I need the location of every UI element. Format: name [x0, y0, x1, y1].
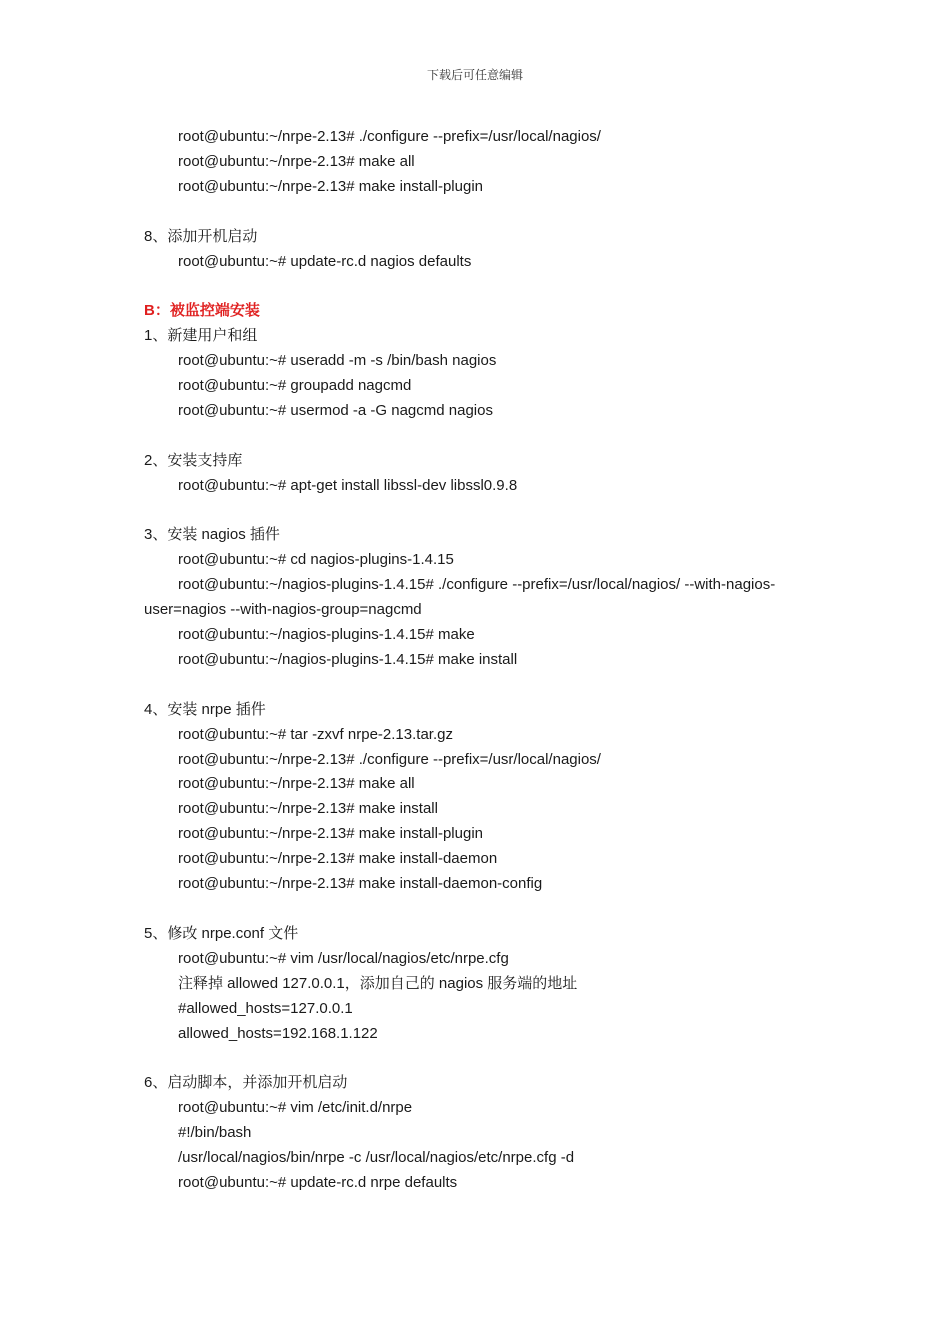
command-line-wrapped: root@ubuntu:~/nagios-plugins-1.4.15# ./configure --prefix=/usr/local/nagios/ --with-nagios-user=nagios --with-nagios-group=nagcmd [144, 576, 776, 619]
step-heading-5: 5、修改 nrpe.conf 文件 [144, 924, 299, 942]
section-title-b: B：被监控端安装 [144, 302, 260, 320]
note-line: 注释掉 allowed 127.0.0.1，添加自己的 nagios 服务端的地址 [178, 974, 578, 992]
command-line: root@ubuntu:~/nrpe-2.13# make install-plugin [178, 177, 483, 195]
command-line: root@ubuntu:~# tar -zxvf nrpe-2.13.tar.gz [178, 725, 453, 743]
document-body [144, 125, 814, 1196]
step-heading-6: 6、启动脚本，并添加开机启动 [144, 1074, 348, 1092]
spacer [144, 1046, 814, 1071]
command-line: root@ubuntu:~# apt-get install libssl-dev libssl0.9.8 [178, 476, 518, 494]
command-line: root@ubuntu:~/nrpe-2.13# ./configure --prefix=/usr/local/nagios/ [178, 750, 601, 768]
script-line: /usr/local/nagios/bin/nrpe -c /usr/local/nagios/etc/nrpe.cfg -d [178, 1149, 575, 1167]
config-line: #allowed_hosts=127.0.0.1 [178, 999, 353, 1017]
step-heading-3: 3、安装 nagios 插件 [144, 526, 280, 544]
command-line: root@ubuntu:~/nagios-plugins-1.4.15# make install [178, 650, 518, 668]
command-line: root@ubuntu:~/nrpe-2.13# make install-plugin [178, 825, 483, 843]
command-line: root@ubuntu:~/nrpe-2.13# make install [178, 800, 438, 818]
command-line: root@ubuntu:~/nrpe-2.13# ./configure --prefix=/usr/local/nagios/ [178, 128, 601, 145]
command-line: root@ubuntu:~# useradd -m -s /bin/bash nagios [178, 352, 497, 370]
command-line: root@ubuntu:~# vim /etc/init.d/nrpe [178, 1099, 413, 1117]
command-line: root@ubuntu:~# usermod -a -G nagcmd nagios [178, 401, 493, 419]
spacer [144, 499, 814, 524]
command-line: root@ubuntu:~# vim /usr/local/nagios/etc/nrpe.cfg [178, 949, 509, 967]
spacer [144, 897, 814, 922]
spacer [144, 424, 814, 449]
config-line: allowed_hosts=192.168.1.122 [178, 1024, 378, 1042]
page-header: 下载后可任意编辑 [426, 68, 523, 82]
step-heading-1: 1、新建用户和组 [144, 327, 258, 345]
command-line: root@ubuntu:~/nrpe-2.13# make all [178, 775, 415, 793]
step-heading-4: 4、安装 nrpe 插件 [144, 700, 266, 718]
command-line: root@ubuntu:~/nrpe-2.13# make install-daemon [178, 850, 498, 868]
spacer [144, 673, 814, 698]
command-line: root@ubuntu:~# update-rc.d nrpe defaults [178, 1173, 458, 1191]
step-heading-2: 2、安装支持库 [144, 451, 243, 469]
spacer [144, 274, 814, 299]
command-line: root@ubuntu:~/nrpe-2.13# make install-daemon-config [178, 875, 543, 893]
command-line: root@ubuntu:~# groupadd nagcmd [178, 377, 412, 395]
step-heading-8: 8、添加开机启动 [144, 227, 258, 245]
command-line: root@ubuntu:~/nagios-plugins-1.4.15# make [178, 626, 475, 644]
command-line: root@ubuntu:~# update-rc.d nagios defaults [178, 252, 472, 270]
command-line: root@ubuntu:~# cd nagios-plugins-1.4.15 [178, 551, 454, 569]
script-line: #!/bin/bash [178, 1124, 252, 1142]
command-line: root@ubuntu:~/nrpe-2.13# make all [178, 152, 415, 170]
spacer [144, 200, 814, 225]
